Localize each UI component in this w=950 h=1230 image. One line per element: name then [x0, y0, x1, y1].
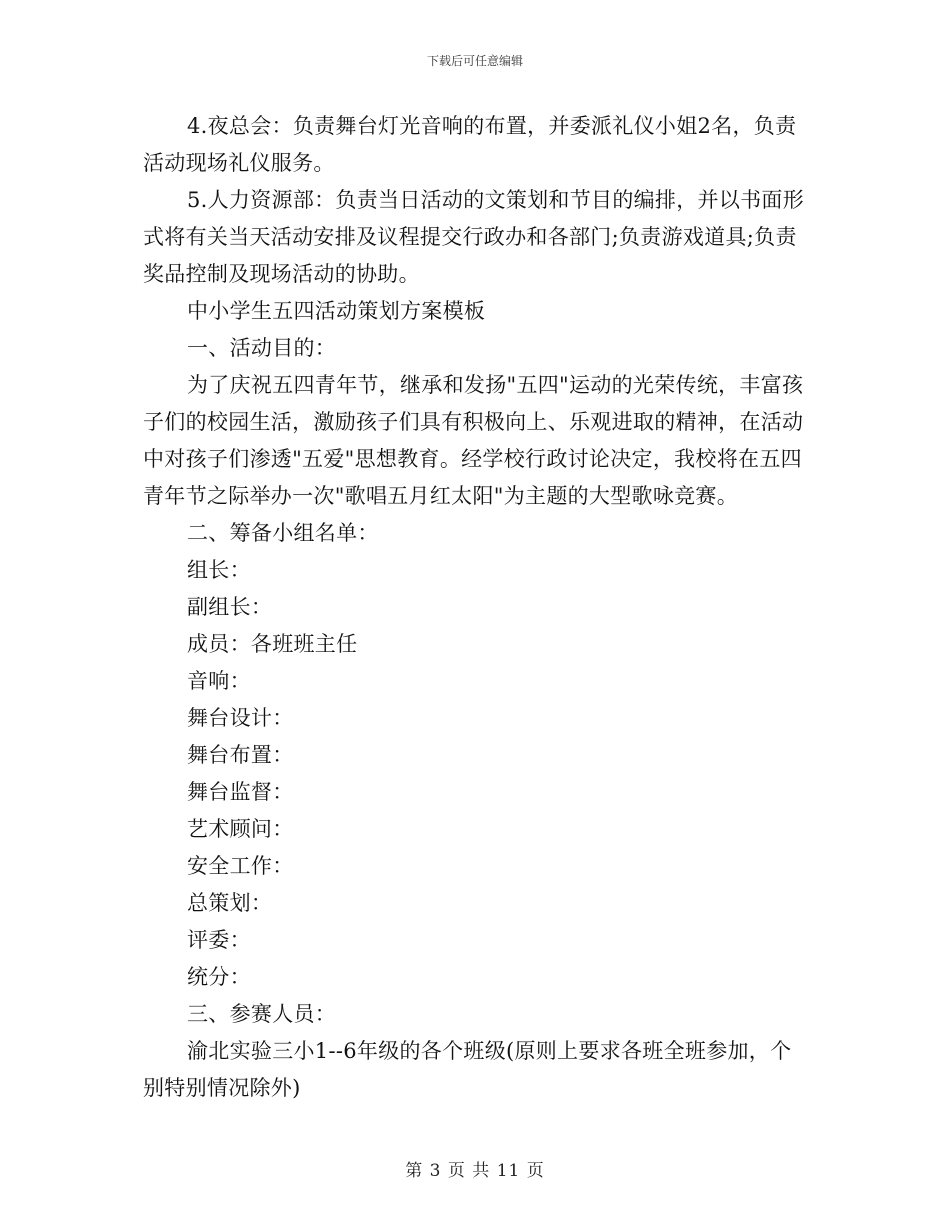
page-header-note: 下载后可任意编辑	[426, 54, 523, 68]
role-art-advisor: 艺术顾问：	[187, 817, 294, 841]
paragraph-purpose: 为了庆祝五四青年节，继承和发扬"五四"运动的光荣传统，丰富孩子们的校园生活，激励孩子们具有积极向上、乐观进取的精神，在活动中对孩子们渗透"五爱"思想教育。经学校行政讨论决定，我校将在五四青年节之际举办一次"歌唱五月红太阳"为主题的大型歌咏竞赛。	[143, 373, 804, 508]
role-safety: 安全工作：	[187, 854, 294, 878]
section-heading-purpose: 一、活动目的：	[187, 336, 337, 360]
role-chief-planner: 总策划：	[187, 891, 273, 915]
role-leader: 组长：	[187, 558, 251, 582]
role-judges: 评委：	[187, 928, 251, 952]
role-deputy-leader: 副组长：	[187, 595, 273, 619]
role-scoring: 统分：	[187, 965, 251, 989]
role-stage-setup: 舞台布置：	[187, 743, 294, 767]
document-title: 中小学生五四活动策划方案模板	[187, 299, 486, 323]
role-sound: 音响：	[187, 669, 251, 693]
paragraph-nightclub-duty: 4.夜总会：负责舞台灯光音响的布置，并委派礼仪小姐2名，负责活动现场礼仪服务。	[143, 114, 797, 175]
paragraph-participants: 渝北实验三小1--6年级的各个班级(原则上要求各班全班参加，个别特别情况除外)	[143, 1039, 792, 1100]
role-stage-design: 舞台设计：	[187, 706, 294, 730]
section-heading-participants: 三、参赛人员：	[187, 1002, 337, 1026]
paragraph-hr-duty: 5.人力资源部：负责当日活动的文策划和节目的编排，并以书面形式将有关当天活动安排及议程提交行政办和各部门;负责游戏道具;负责奖品控制及现场活动的协助。	[143, 188, 805, 286]
role-members: 成员：各班班主任	[187, 632, 358, 656]
page-number-footer: 第 3 页 共 11 页	[405, 1161, 545, 1181]
section-heading-committee: 二、筹备小组名单：	[187, 521, 379, 545]
role-stage-supervisor: 舞台监督：	[187, 780, 294, 804]
document-body	[143, 108, 811, 1107]
